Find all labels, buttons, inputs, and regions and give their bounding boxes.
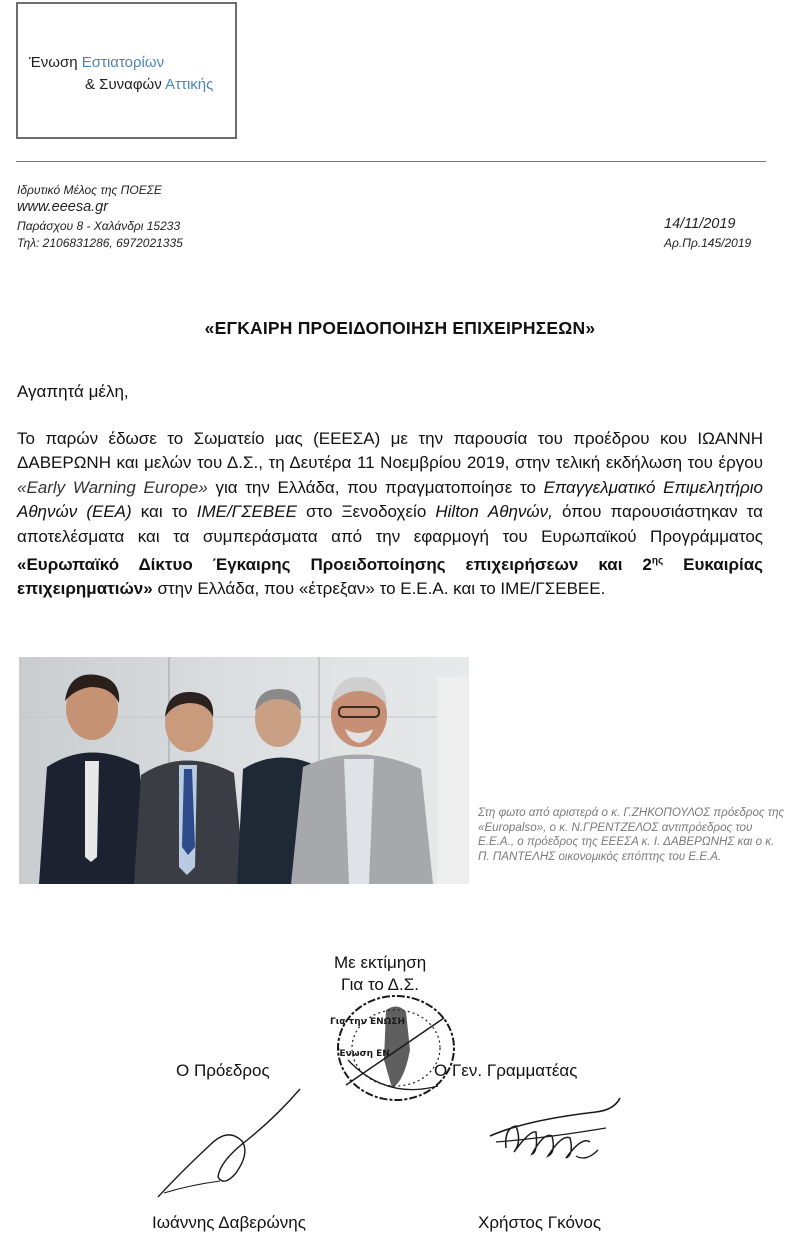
ime-name: ΙΜΕ/ΓΣΕΒΕΕ xyxy=(196,502,297,522)
stamp-text-top: Για την ΕΝΩΣΗ xyxy=(330,1017,405,1027)
programme-superscript: ης xyxy=(651,555,664,567)
letter-date: 14/11/2019 xyxy=(664,216,736,232)
logo-word-enosi: Ένωση xyxy=(29,54,78,71)
body-text-5: όπου παρουσιάστηκαν τα αποτελέσματα και τα συμπεράσματα από την εφαρμογή του Ευρωπαϊκού Προγράμματος xyxy=(17,502,763,546)
logo-line-2 xyxy=(85,76,213,93)
president-name: Ιωάννης Δαβερώνης xyxy=(152,1213,306,1232)
website-link[interactable]: www.eeesa.gr xyxy=(17,199,109,215)
body-text-6: στην Ελλάδα, που «έτρεξαν» το Ε.Ε.Α. και το ΙΜΕ/ΓΣΕΒΕΕ. xyxy=(152,579,606,599)
letter-body xyxy=(17,427,763,602)
chamber-name: Επαγγελματικό Επιμελητήριο Αθηνών (ΕΕΑ) xyxy=(17,477,763,522)
project-name: «Early Warning Europe» xyxy=(17,477,208,497)
body-text-2: για την Ελλάδα, που πραγματοποίησε το xyxy=(207,477,544,497)
greeting: Αγαπητά μέλη, xyxy=(17,382,129,401)
secretary-signature xyxy=(486,1092,626,1167)
programme-name-a: «Ευρωπαϊκό Δίκτυο Έγκαιρης Προειδοποίησης επιχειρήσεων και 2 xyxy=(17,554,652,574)
president-signature xyxy=(150,1085,320,1205)
hotel-name: Hilton Αθηνών, xyxy=(435,502,553,522)
logo-word-synafon: & Συναφών xyxy=(85,76,162,93)
logo-word-estiatorion: Εστιατορίων xyxy=(81,54,165,71)
body-text-3: και το xyxy=(131,502,197,522)
logo-box xyxy=(16,2,237,139)
phone-text: Τηλ: 2106831286, 6972021335 xyxy=(17,236,183,250)
event-photo xyxy=(19,657,469,884)
logo-word-attikis: Αττικής xyxy=(165,76,214,93)
letter-subject: «ΕΓΚΑΙΡΗ ΠΡΟΕΙΔΟΠΟΙΗΣΗ ΕΠΙΧΕΙΡΗΣΕΩΝ» xyxy=(204,318,596,338)
header-divider xyxy=(16,161,766,162)
closing-for-board: Για το Δ.Σ. xyxy=(341,975,419,994)
secretary-title: Ο Γεν. Γραμματέας xyxy=(434,1061,578,1080)
secretary-name: Χρήστος Γκόνος xyxy=(478,1213,602,1232)
founding-member-text: Ιδρυτικό Μέλος της ΠΟΕΣΕ xyxy=(17,183,162,197)
photo-caption: Στη φωτο από αριστερά ο κ. Γ.ΖΗΚΟΠΟΥΛΟΣ πρόεδρος της «Europalso», ο κ. Ν.ΓΡΕΝΤΖΕΛΟΣ αντιπρόεδρος του Ε.Ε.Α., ο πρόεδρος της ΕΕΕΣΑ κ. Ι. ΔΑΒΕΡΩΝΗΣ και ο κ. Π. ΠΑΝΤΕΛΗΣ οικονομικός επόπτης του Ε.Ε.Α. xyxy=(478,806,785,863)
programme-name-b: Ευκαιρίας επιχειρηματιών» xyxy=(17,554,764,599)
closing-regards: Με εκτίμηση xyxy=(334,953,427,972)
body-text-1: Το παρών έδωσε το Σωματείο μας (ΕΕΕΣΑ) με την παρουσία του προέδρου κου ΙΩΑΝΝΗ ΔΑΒΕΡΩΝΗ και μελών του Δ.Σ., τη Δευτέρα 11 Νοεμβρίου 2019, στην τελική εκδήλωση του έργου xyxy=(17,429,763,473)
protocol-number: Αρ.Πρ.145/2019 xyxy=(664,236,752,250)
address-text: Παράσχου 8 - Χαλάνδρι 15233 xyxy=(17,219,181,233)
president-title: Ο Πρόεδρος xyxy=(176,1061,270,1080)
organization-stamp xyxy=(326,990,466,1110)
logo-line-1 xyxy=(29,54,164,71)
stamp-text-bottom: Ένωση ΕΝ xyxy=(338,1049,390,1059)
body-text-4: στο Ξενοδοχείο xyxy=(296,502,436,522)
